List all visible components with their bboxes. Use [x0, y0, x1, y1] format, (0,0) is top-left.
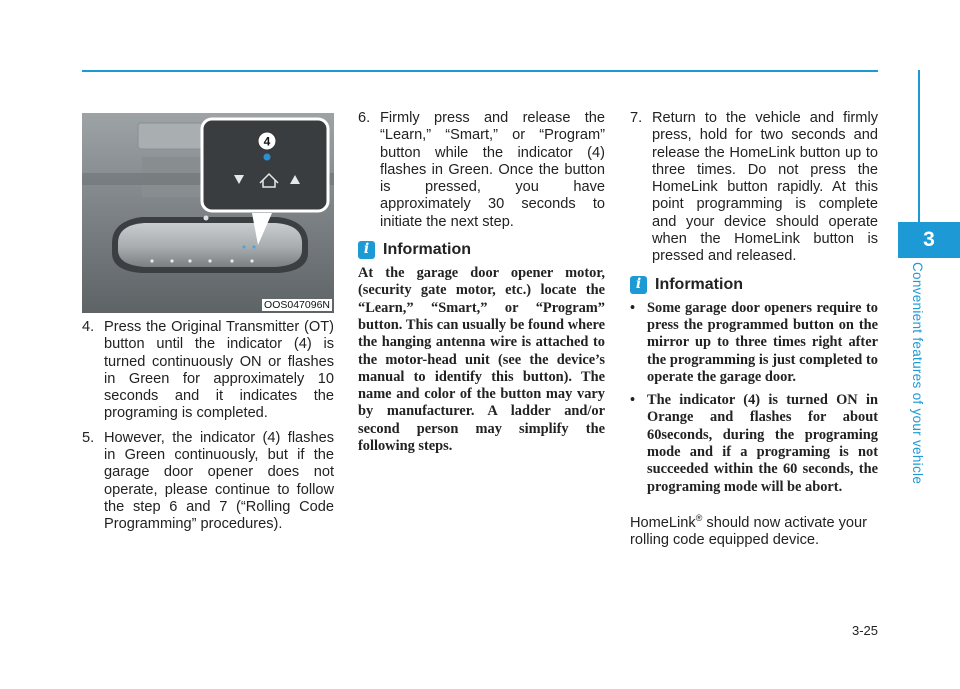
- chapter-tab-rule: [918, 70, 920, 222]
- information-heading: [358, 241, 605, 259]
- step-text: However, the indicator (4) flashes in Green continuously, but if the garage door opener does not operate, please continue to follow the step 6 and 7 (“Rolling Code Programming” procedures).: [104, 429, 334, 533]
- figure-code: OOS047096N: [264, 299, 330, 311]
- information-title: Information: [655, 276, 743, 294]
- column-middle: [358, 110, 605, 455]
- information-title: Information: [383, 241, 471, 259]
- step-number: 4.: [82, 319, 95, 335]
- information-bullets: [630, 300, 878, 496]
- step-item: [630, 110, 878, 266]
- step-number: 6.: [358, 110, 371, 126]
- indicator-light: [264, 154, 271, 161]
- step-number: 5.: [82, 429, 95, 446]
- registered-mark: ®: [695, 512, 703, 523]
- information-heading: [630, 276, 878, 294]
- chapter-title: Convenient features of your vehicle: [910, 262, 925, 485]
- bullet-dot: •: [630, 392, 636, 409]
- step-text: Return to the vehicle and firmly press, hold for two seconds and release the HomeLink button up to three times. Do not press the HomeLink button rapidly. At this point programming is complete and your device should operate when the HomeLink button is pressed and released.: [652, 110, 878, 265]
- column-right: [630, 110, 878, 564]
- column-left: [82, 110, 334, 541]
- step-text: Firmly press and release the “Learn,” “Smart,” or “Program” button while the indicator (4) flashes in Green. Once the button is pressed, you have approximately 30 seconds to initiate the next step.: [380, 110, 605, 230]
- bullet-text: Some garage door openers require to press the programmed button on the mirror up to three times right after the programming is just completed to operate the garage door.: [647, 299, 878, 385]
- info-icon: i: [358, 241, 375, 259]
- steps-list-col3: [630, 110, 878, 266]
- steps-list-col1: [82, 319, 334, 534]
- step-text: Press the Original Transmitter (OT) button until the indicator (4) is turned continuously ON or flashes in Green for approximately 10 seconds and it indicates the programing is completed.: [104, 319, 334, 422]
- information-text: At the garage door opener motor, (security gate motor, etc.) locate the “Learn,” “Smart,” or “Program” button. This can usually be found where the hanging antenna wire is attached to the motor-head unit (see the device’s manual to identify this button). The name and color of the button may vary by manufacturer. A ladder and/or second person may simplify the following steps.: [358, 265, 605, 455]
- closing-brand: HomeLink: [630, 514, 696, 531]
- closing-paragraph: [630, 510, 878, 549]
- callout-label: 4: [263, 134, 271, 149]
- bullet-dot: •: [630, 299, 636, 316]
- mirror-illustration: [82, 113, 334, 313]
- step-item: [82, 430, 334, 534]
- bullet-item: [630, 392, 878, 496]
- step-item: [82, 319, 334, 423]
- info-icon: i: [630, 276, 647, 294]
- step-item: [358, 110, 605, 231]
- page-number: 3-25: [851, 623, 878, 638]
- mirror-figure: [82, 113, 334, 313]
- chapter-number-tab: 3: [898, 222, 960, 258]
- closing-text: should now activate your rolling code equipped device.: [630, 514, 868, 549]
- header-rule: [82, 70, 878, 72]
- steps-list-col2: [358, 110, 605, 231]
- step-number: 7.: [630, 110, 643, 126]
- bullet-item: [630, 300, 878, 386]
- bullet-text: The indicator (4) is turned ON in Orange and flashes for about 60seconds, during the programing mode and if a programing is not succeeded within the 60 seconds, the programing mode will be abort.: [647, 392, 878, 495]
